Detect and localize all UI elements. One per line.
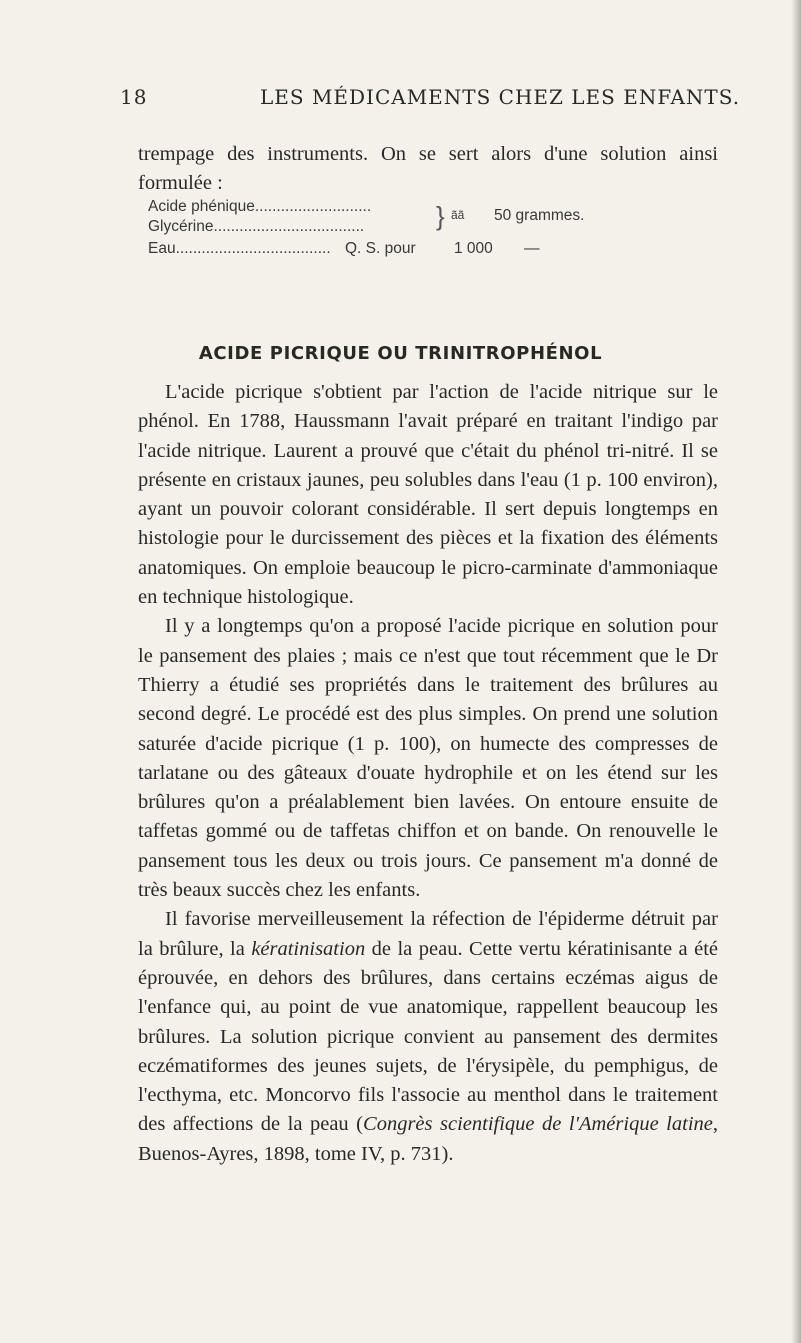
paragraph-1: L'acide picrique s'obtient par l'action de l'acide nitrique sur le phénol. En 1788, Haussmann l'avait préparé en traitant l'indigo par l'acide nitrique. Laurent a prouvé que c'était du phénol tri-nitré. Il se présente en cristaux jaunes, peu solubles dans l'eau (1 p. 100 environ), ayant un pouvoir colorant considérable. Il sert depuis longtemps en histologie pour le durcissement des pièces et la fixation des éléments anatomiques. On emploie beaucoup le picro-carminate d'ammoniaque en technique histologique. [138, 381, 718, 609]
keratinisation-term: kératinisation [251, 937, 366, 960]
leader-dots: .................................... [175, 240, 331, 257]
formula-row-glycerine [148, 218, 364, 236]
intro-paragraph: trempage des instruments. On se sert alors d'une solution ainsi formulée : [138, 143, 718, 195]
eau-quantity: Q. S. pour [345, 240, 416, 257]
page-number: 18 [120, 85, 148, 109]
ingredient-name: Eau [148, 240, 176, 257]
ingredient-name: Glycérine [148, 218, 214, 235]
running-title: LES MÉDICAMENTS CHEZ LES ENFANTS. [260, 85, 741, 109]
paragraph-2: Il y a longtemps qu'on a proposé l'acide picrique en solution pour le pansement des plaies ; mais ce n'est que tout récemment que le Dr Thierry a étudié ses propriétés dans le traitement des brûlures au second degré. Le procédé est des plus simples. On prend une solution saturée d'acide picrique (1 p. 100), on humecte des compresses de tarlatane ou des gâteaux d'ouate hydrophile et on les étend sur les brûlures qu'on a préalablement bien lavées. On entoure ensuite de taffetas gommé ou de taffetas chiffon et on bande. On renouvelle le pansement tous les deux ou trois jours. Ce pansement m'a donné de très beaux succès chez les enfants. [138, 615, 718, 902]
brace-label: ãã [451, 208, 465, 222]
brace-symbol: } [436, 201, 445, 231]
eau-unit: — [524, 240, 540, 257]
page-edge-shadow [791, 0, 801, 1343]
paragraph-3-part-a: Il favorise merveilleusement la réfection de l'épiderme détruit par la brûlure, la [138, 908, 718, 960]
formula-row-acide [148, 198, 371, 216]
ingredient-name: Acide phénique [148, 198, 255, 215]
intro-block [138, 140, 718, 199]
main-text [138, 378, 718, 1169]
citation-title: Congrès scientifique de l'Amérique latine [363, 1113, 713, 1136]
eau-amount: 1 000 [454, 240, 493, 257]
formula-row-eau [148, 240, 331, 258]
paragraph-3-part-b: de la peau. Cette vertu kératinisante a été éprouvée, en dehors des brûlures, dans certains eczémas aigus de l'enfance qui, au point de vue anatomique, rappellent beaucoup les brûlures. La solution picrique convient au pansement des dermites eczématiformes des jeunes sujets, de l'érysipèle, du pemphigus, de l'ecthyma, etc. Moncorvo fils l'associe au menthol dans le traitement des affections de la peau ( [138, 937, 718, 1136]
paragraph-3-part-c: , Buenos-Ayres, 1898, tome IV, p. 731). [138, 1113, 718, 1165]
brace-amount: 50 grammes. [494, 207, 585, 224]
leader-dots: ........................... [254, 198, 372, 215]
paragraph-3 [138, 905, 718, 1169]
leader-dots: ................................... [213, 218, 365, 235]
section-title: ACIDE PICRIQUE OU TRINITROPHÉNOL [198, 343, 603, 364]
